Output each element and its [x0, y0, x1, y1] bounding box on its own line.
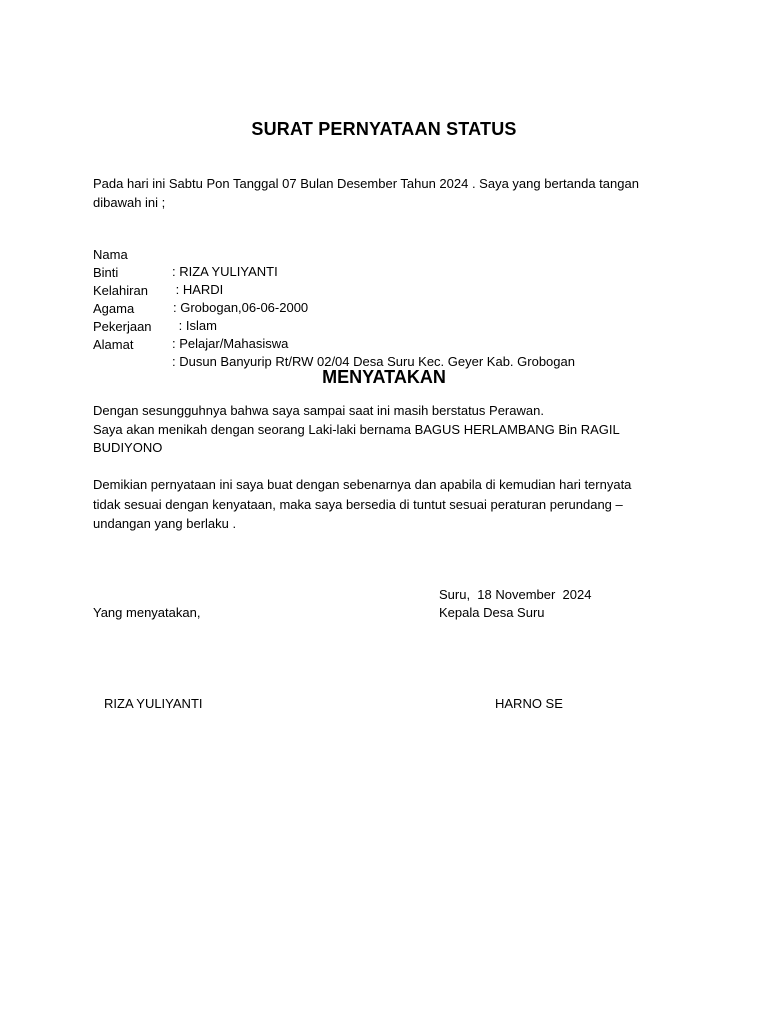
field-label: Pekerjaan [93, 319, 152, 334]
field-label: Kelahiran [93, 283, 148, 298]
field-label: Binti [93, 265, 119, 280]
identity-fields [93, 229, 575, 369]
field-value: : Pelajar/Mahasiswa [172, 336, 289, 351]
field-label: Agama [93, 301, 135, 316]
field-value: : Grobogan,06-06-2000 [173, 300, 309, 315]
statement-line: Saya akan menikah dengan seorang Laki-laki bernama BAGUS HERLAMBANG Bin RAGIL BUDIYONO [93, 421, 620, 455]
field-value: : Islam [175, 318, 217, 333]
signer-label-right: Kepala Desa Suru [439, 605, 545, 620]
field-value: : RIZA YULIYANTI [172, 264, 278, 279]
field-label: Alamat [93, 337, 134, 352]
document-title: SURAT PERNYATAAN STATUS [251, 119, 517, 139]
intro-paragraph: Pada hari ini Sabtu Pon Tanggal 07 Bulan Desember Tahun 2024 . Saya yang bertanda tangan dibawah ini ; [93, 176, 639, 210]
field-value: : HARDI [172, 282, 224, 297]
signer-name-right: HARNO SE [495, 696, 563, 711]
place-date: Suru, 18 November 2024 [439, 587, 592, 602]
statement-line: Dengan sesungguhnya bahwa saya sampai saat ini masih berstatus Perawan. [93, 403, 544, 418]
statement-body [93, 402, 653, 458]
field-value: : Dusun Banyurip Rt/RW 02/04 Desa Suru Kec. Geyer Kab. Grobogan [172, 354, 575, 369]
field-label: Nama [93, 247, 128, 262]
closing-paragraph: Demikian pernyataan ini saya buat dengan sebenarnya dan apabila di kemudian hari ternyata tidak sesuai dengan kenyataan, maka saya bersedia di tuntut sesuai peraturan perundang – undangan yang berlaku . [93, 477, 632, 531]
signer-name-left: RIZA YULIYANTI [104, 696, 203, 711]
statement-heading: MENYATAKAN [322, 367, 446, 387]
signer-label-left: Yang menyatakan, [93, 605, 201, 620]
